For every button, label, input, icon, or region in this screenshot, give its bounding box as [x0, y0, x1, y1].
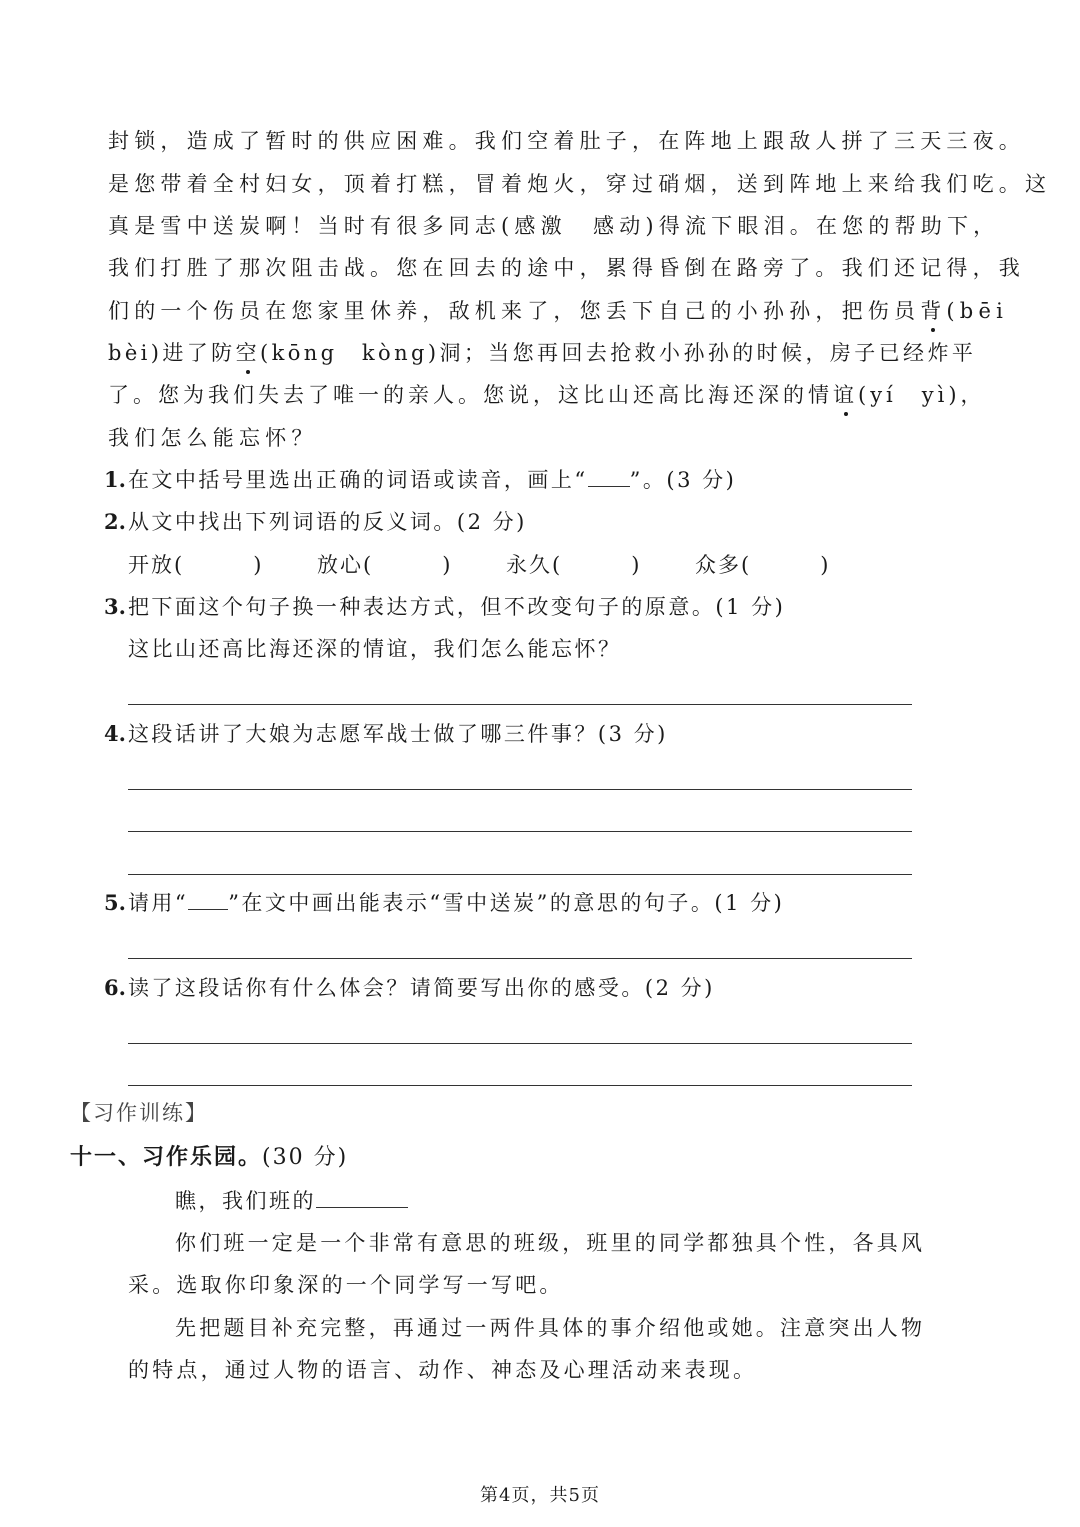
dotted-char-bei: 背 — [920, 299, 947, 323]
question-2: 2.从文中找出下列词语的反义词。(2 分) — [104, 509, 527, 534]
answer-line-q5[interactable] — [128, 958, 912, 959]
answer-line-q3[interactable] — [128, 704, 912, 705]
underline-sample — [588, 468, 630, 487]
composition-para-2-line-1: 先把题目补充完整，再通过一两件具体的事介绍他或她。注意突出人物 — [175, 1316, 926, 1340]
question-6: 6.读了这段话你有什么体会？请简要写出你的感受。(2 分) — [104, 975, 715, 1000]
composition-title-blank[interactable] — [316, 1189, 408, 1208]
composition-title-prompt: 瞧，我们班的 — [175, 1187, 408, 1215]
question-3: 3.把下面这个句子换一种表达方式，但不改变句子的原意。(1 分) — [104, 594, 786, 619]
passage-line-2: 是您带着全村妇女，顶着打糕，冒着炮火，穿过硝烟，送到阵地上来给我们吃。这 — [108, 172, 1052, 196]
dotted-char-kong: 空 — [235, 341, 260, 365]
antonym-item-4[interactable]: 众多( ) — [695, 553, 831, 577]
dotted-char-yi: 谊 — [833, 383, 858, 407]
composition-para-2-line-2: 的特点，通过人物的语言、动作、神态及心理活动来表现。 — [128, 1358, 758, 1382]
underline-sample-q5 — [188, 891, 228, 910]
passage-line-6: bèi)进了防空(kōng kòng)洞；当您再回去抢救小孙孙的时候，房子已经炸平 — [108, 341, 977, 365]
answer-line-q4-3[interactable] — [128, 874, 912, 875]
passage-line-7: 了。您为我们失去了唯一的亲人。您说，这比山还高比海还深的情谊(yí yì)， — [108, 383, 986, 407]
section-title: 十一、习作乐园。(30 分) — [70, 1144, 349, 1170]
question-4: 4.这段话讲了大娘为志愿军战士做了哪三件事？(3 分) — [104, 721, 668, 746]
question-3-sentence: 这比山还高比海还深的情谊，我们怎么能忘怀？ — [128, 637, 622, 661]
composition-para-1-line-2: 采。选取你印象深的一个同学写一写吧。 — [128, 1273, 564, 1297]
pinyin-bei: (bēi — [946, 299, 1008, 323]
antonym-item-1[interactable]: 开放( ) — [128, 553, 264, 577]
composition-para-1-line-1: 你们班一定是一个非常有意思的班级，班里的同学都独具个性，各具风 — [175, 1231, 926, 1255]
passage-line-5: 们的一个伤员在您家里休养，敌机来了，您丢下自己的小孙孙，把伤员背(bēi — [108, 299, 1008, 323]
question-1: 1.在文中括号里选出正确的词语或读音，画上“ ”。(3 分) — [104, 467, 737, 492]
antonym-item-3[interactable]: 永久( ) — [506, 553, 642, 577]
answer-line-q4-1[interactable] — [128, 789, 912, 790]
answer-line-q6-1[interactable] — [128, 1043, 912, 1044]
passage-line-8: 我们怎么能忘怀？ — [108, 426, 318, 450]
passage-line-1: 封锁，造成了暂时的供应困难。我们空着肚子，在阵地上跟敌人拼了三天三夜。 — [108, 129, 1025, 153]
section-tag: 【习作训练】 — [70, 1101, 208, 1125]
page-number: 第4页，共5页 — [480, 1485, 600, 1506]
answer-line-q6-2[interactable] — [128, 1085, 912, 1086]
antonym-item-2[interactable]: 放心( ) — [317, 553, 453, 577]
question-5: 5.请用“ ”在文中画出能表示“雪中送炭”的意思的句子。(1 分) — [104, 890, 785, 915]
answer-line-q4-2[interactable] — [128, 831, 912, 832]
passage-line-4: 我们打胜了那次阻击战。您在回去的途中，累得昏倒在路旁了。我们还记得，我 — [108, 256, 1025, 280]
passage-line-3: 真是雪中送炭啊！当时有很多同志(感激 感动)得流下眼泪。在您的帮助下， — [108, 214, 1000, 238]
